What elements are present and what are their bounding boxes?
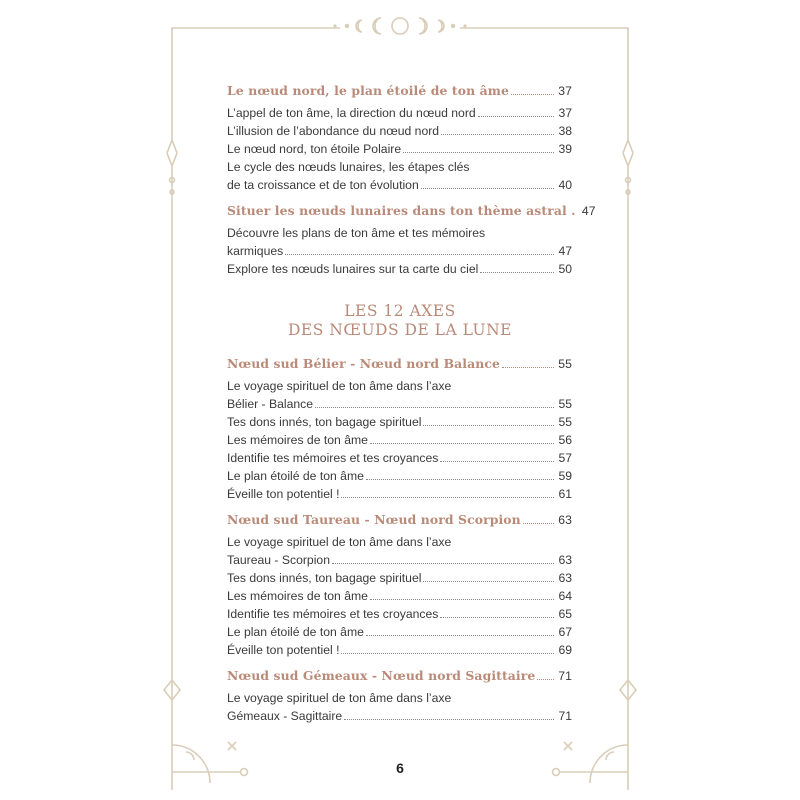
dot-leader xyxy=(344,718,554,720)
toc-entry[interactable] xyxy=(227,395,572,413)
toc-entry-title: de ta croissance et de ton évolution xyxy=(227,178,419,192)
toc-entry-title: Nœud sud Taureau - Nœud nord Scorpion xyxy=(227,512,521,527)
toc-entry-title: Tes dons innés, ton bagage spirituel xyxy=(227,571,422,585)
dot-leader xyxy=(502,366,554,368)
dot-leader xyxy=(370,442,554,444)
section-title xyxy=(200,302,600,340)
toc-entry[interactable] xyxy=(227,707,572,725)
toc-page-number: 65 xyxy=(558,607,572,621)
dot-leader xyxy=(341,496,554,498)
toc-entry[interactable] xyxy=(227,641,572,659)
toc-page-number: 64 xyxy=(558,589,572,603)
toc-chapter-heading[interactable] xyxy=(227,82,572,100)
toc-entry-title: Nœud sud Gémeaux - Nœud nord Sagittaire xyxy=(227,668,536,683)
dot-leader xyxy=(441,133,554,135)
toc-page-number: 63 xyxy=(558,571,572,585)
toc-entry[interactable] xyxy=(227,485,572,503)
toc-chapter-heading[interactable] xyxy=(227,355,572,373)
toc-entry-title: karmiques xyxy=(227,244,284,258)
dot-leader xyxy=(440,460,554,462)
toc-block-top xyxy=(227,82,596,278)
dot-leader xyxy=(480,271,554,273)
toc-entry[interactable] xyxy=(227,104,572,122)
toc-entry[interactable] xyxy=(227,431,572,449)
toc-page-number: 71 xyxy=(558,709,572,723)
dot-leader xyxy=(511,93,554,95)
toc-chapter-heading[interactable] xyxy=(227,202,596,220)
toc-entry[interactable] xyxy=(227,242,572,260)
toc-entry-title: Identifie tes mémoires et tes croyances xyxy=(227,451,439,465)
toc-page-number: 56 xyxy=(558,433,572,447)
toc-entry-text: Le cycle des nœuds lunaires, les étapes clés xyxy=(227,160,470,174)
toc-page-number: 63 xyxy=(558,553,572,567)
dot-leader xyxy=(366,478,554,480)
toc-chapter-heading[interactable] xyxy=(227,511,572,529)
toc-entry[interactable] xyxy=(227,587,572,605)
toc-entry[interactable] xyxy=(227,140,572,158)
toc-page-number: 47 xyxy=(558,244,572,258)
toc-entry-title: L’illusion de l’abondance du nœud nord xyxy=(227,124,440,138)
toc-entry-title: Tes dons innés, ton bagage spirituel xyxy=(227,415,422,429)
toc-entry[interactable] xyxy=(227,413,572,431)
toc-entry-text: Le voyage spirituel de ton âme dans l’axe xyxy=(227,691,452,705)
toc-page-number: 50 xyxy=(558,262,572,276)
toc-entry-title: Explore tes nœuds lunaires sur ta carte du ciel xyxy=(227,262,479,276)
toc-page-number: 57 xyxy=(558,451,572,465)
toc-entry-title: Le plan étoilé de ton âme xyxy=(227,625,364,639)
toc-entry-text: Le voyage spirituel de ton âme dans l’axe xyxy=(227,535,452,549)
toc-entry-title: Bélier - Balance xyxy=(227,397,314,411)
toc-entry-title: Le nœud nord, le plan étoilé de ton âme xyxy=(227,83,509,98)
toc-entry[interactable] xyxy=(227,569,572,587)
toc-page-number: 40 xyxy=(558,178,572,192)
toc-page-number: 37 xyxy=(558,84,572,98)
toc-entry-title: Taureau - Scorpion xyxy=(227,553,330,567)
toc-entry-title: Nœud sud Bélier - Nœud nord Balance xyxy=(227,356,500,371)
dot-leader xyxy=(537,678,554,680)
toc-entry-text: Découvre les plans de ton âme et tes mémoires xyxy=(227,226,486,240)
toc-entry-title: Les mémoires de ton âme xyxy=(227,589,368,603)
toc-page-number: 38 xyxy=(558,124,572,138)
toc-entry-title: Éveille ton potentiel ! xyxy=(227,487,340,501)
toc-entry-text: Le voyage spirituel de ton âme dans l’axe xyxy=(227,379,452,393)
toc-block-axes xyxy=(227,355,572,725)
dot-leader xyxy=(341,652,554,654)
toc-page-number: 39 xyxy=(558,142,572,156)
toc-page-number: 61 xyxy=(558,487,572,501)
toc-page-number: 55 xyxy=(558,397,572,411)
toc-entry[interactable] xyxy=(227,122,572,140)
toc-page-number: 59 xyxy=(558,469,572,483)
dot-leader xyxy=(315,406,554,408)
toc-entry-title: L’appel de ton âme, la direction du nœud nord xyxy=(227,106,476,120)
page-number: 6 xyxy=(396,760,404,776)
dot-leader xyxy=(285,253,554,255)
toc-entry[interactable] xyxy=(227,176,572,194)
toc-entry[interactable] xyxy=(227,605,572,623)
dot-leader xyxy=(478,115,554,117)
toc-entry-title: Situer les nœuds lunaires dans ton thème astral . xyxy=(227,203,576,218)
section-title-line1: LES 12 AXES xyxy=(344,302,456,320)
toc-entry[interactable] xyxy=(227,551,572,569)
section-title-line2: DES NŒUDS DE LA LUNE xyxy=(288,321,512,339)
toc-entry-title: Identifie tes mémoires et tes croyances xyxy=(227,607,439,621)
toc-entry[interactable] xyxy=(227,260,572,278)
dot-leader xyxy=(332,562,554,564)
dot-leader xyxy=(370,598,554,600)
dot-leader xyxy=(403,151,554,153)
toc-page-number: 69 xyxy=(558,643,572,657)
toc-entry[interactable] xyxy=(227,467,572,485)
dot-leader xyxy=(423,424,554,426)
toc-page-number: 47 xyxy=(581,204,596,218)
dot-leader xyxy=(366,634,554,636)
toc-page-number: 37 xyxy=(558,106,572,120)
dot-leader xyxy=(440,616,554,618)
toc-page-number: 63 xyxy=(558,513,572,527)
toc-entry[interactable] xyxy=(227,623,572,641)
toc-entry-title: Le plan étoilé de ton âme xyxy=(227,469,364,483)
toc-entry-title: Les mémoires de ton âme xyxy=(227,433,368,447)
toc-chapter-heading[interactable] xyxy=(227,667,572,685)
toc-entry-title: Gémeaux - Sagittaire xyxy=(227,709,343,723)
toc-page-number: 55 xyxy=(558,415,572,429)
dot-leader xyxy=(421,187,554,189)
toc-page-number: 55 xyxy=(558,357,572,371)
toc-entry-title: Éveille ton potentiel ! xyxy=(227,643,340,657)
toc-page-number: 71 xyxy=(558,669,572,683)
toc-entry-title: Le nœud nord, ton étoile Polaire xyxy=(227,142,402,156)
toc-entry[interactable] xyxy=(227,449,572,467)
toc-page-number: 67 xyxy=(558,625,572,639)
dot-leader xyxy=(523,522,554,524)
dot-leader xyxy=(423,580,554,582)
